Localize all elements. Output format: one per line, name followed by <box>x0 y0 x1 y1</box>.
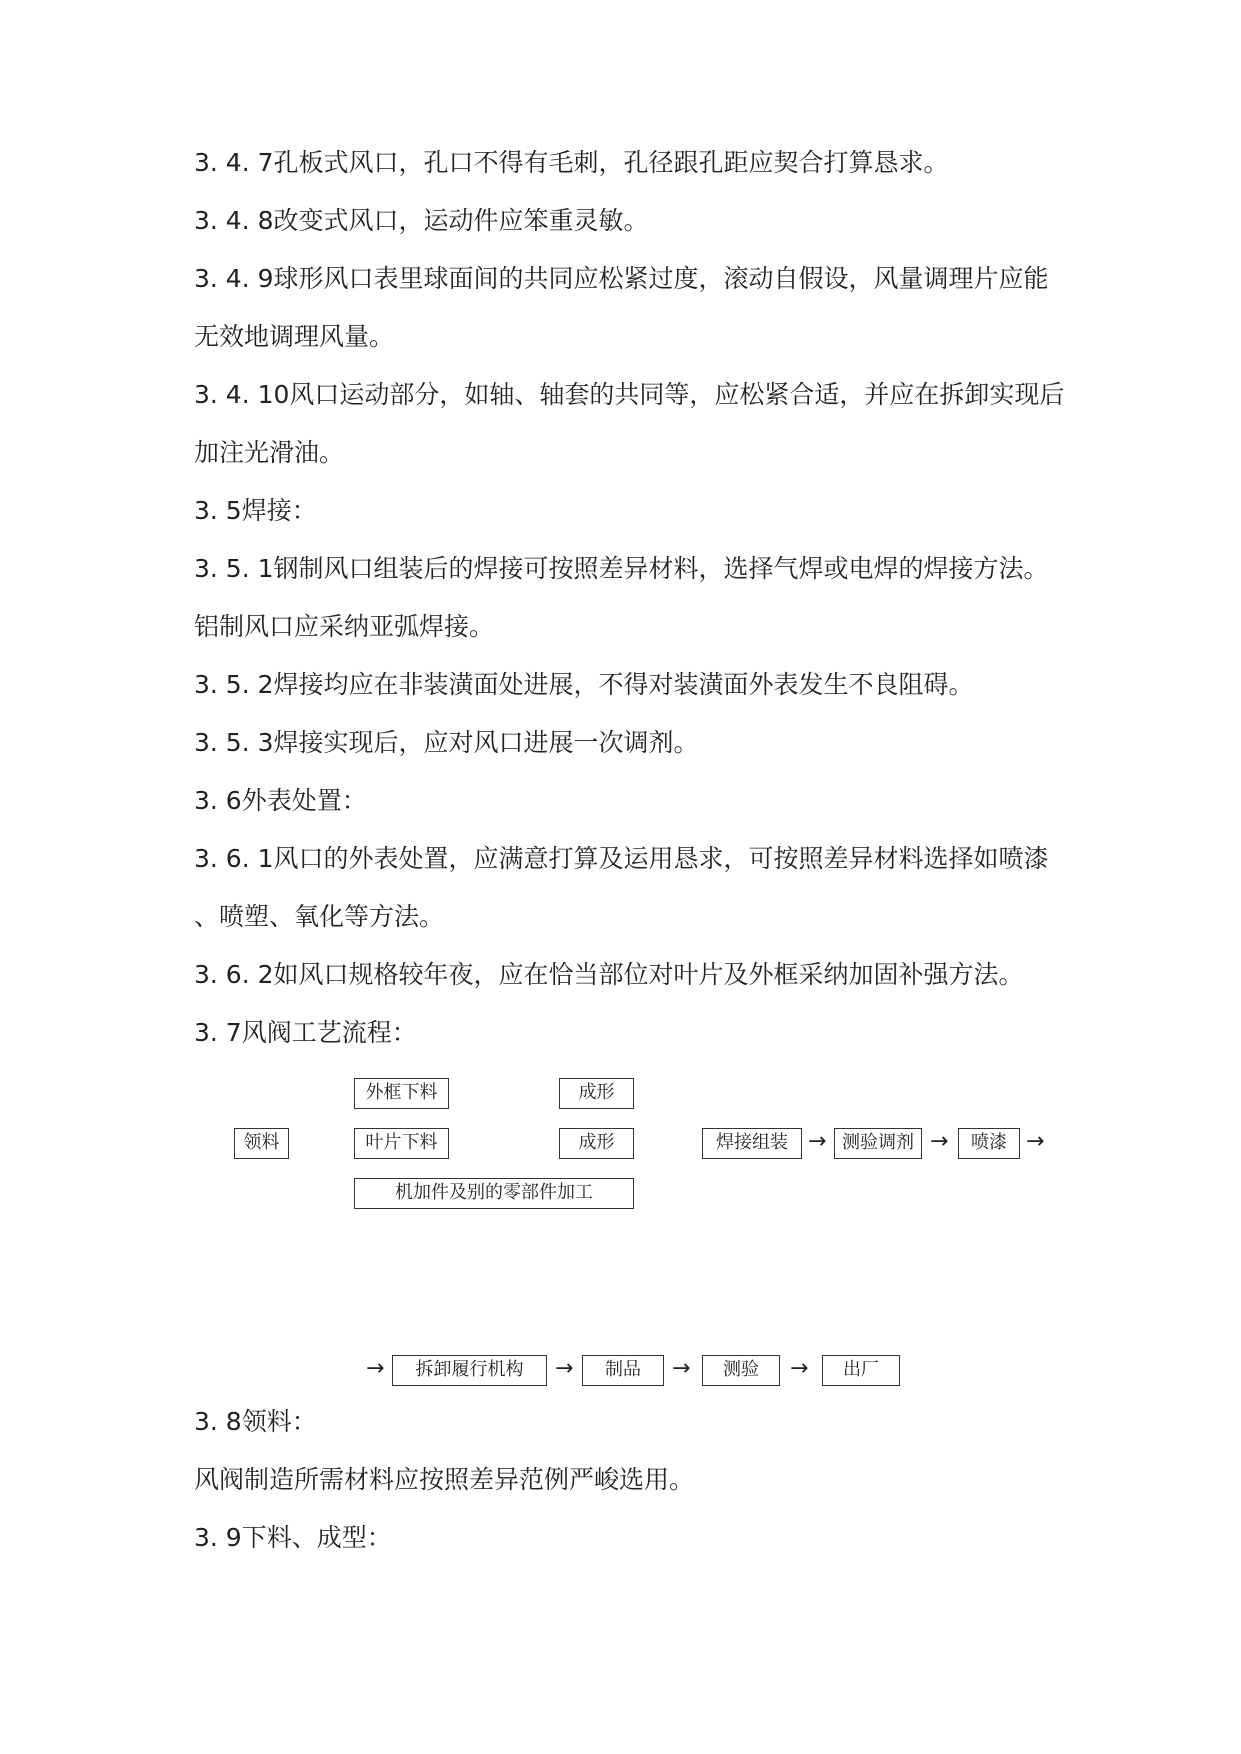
flow-box-inspect: 测验 <box>702 1355 780 1386</box>
paragraph-3-6-1: 3. 6. 1风口的外表处置，应满意打算及运用恳求，可按照差异材料选择如喷漆 <box>194 844 1049 873</box>
paragraph-3-5-2: 3. 5. 2焊接均应在非装潢面处进展，不得对装潢面外表发生不良阻碍。 <box>194 670 974 699</box>
flow-box-parts: 机加件及别的零部件加工 <box>354 1178 634 1209</box>
flow-box-product: 制品 <box>582 1355 664 1386</box>
flow-box-start: 领料 <box>234 1128 289 1159</box>
flow-box-weld: 焊接组装 <box>702 1128 802 1159</box>
flow-box-ship: 出厂 <box>822 1355 900 1386</box>
flow-arrow: → <box>672 1356 691 1381</box>
flow-arrow: → <box>1026 1129 1045 1154</box>
paragraph-3-6-2: 3. 6. 2如风口规格较年夜，应在恰当部位对叶片及外框采纳加固补强方法。 <box>194 960 1024 989</box>
flow-box-blade-cut: 叶片下料 <box>354 1128 449 1159</box>
paragraph-3-4-8: 3. 4. 8改变式风口，运动件应笨重灵敏。 <box>194 206 649 235</box>
flow-box-test-adjust: 测验调剂 <box>834 1128 922 1159</box>
paragraph-3-5-3: 3. 5. 3焊接实现后，应对风口进展一次调剂。 <box>194 728 699 757</box>
paragraph-3-4-9-cont: 无效地调理风量。 <box>194 322 395 351</box>
flow-arrow: → <box>930 1129 949 1154</box>
heading-3-5: 3. 5焊接： <box>194 496 317 525</box>
flow-arrow: → <box>790 1356 809 1381</box>
flow-arrow: → <box>366 1356 385 1381</box>
paragraph-3-4-7: 3. 4. 7孔板式风口，孔口不得有毛刺，孔径跟孔距应契合打算恳求。 <box>194 148 949 177</box>
paragraph-3-4-9: 3. 4. 9球形风口表里球面间的共同应松紧过度，滚动自假设，风量调理片应能 <box>194 264 1049 293</box>
flow-arrow: → <box>555 1356 574 1381</box>
flow-box-paint: 喷漆 <box>958 1128 1020 1159</box>
heading-3-6: 3. 6外表处置： <box>194 786 367 815</box>
flow-box-frame-cut: 外框下料 <box>354 1078 449 1109</box>
flow-box-frame-form: 成形 <box>559 1078 634 1109</box>
heading-3-9: 3. 9下料、成型： <box>194 1523 392 1552</box>
paragraph-3-8: 风阀制造所需材料应按照差异范例严峻选用。 <box>194 1465 695 1494</box>
heading-3-8: 3. 8领料： <box>194 1407 317 1436</box>
paragraph-3-5-1-cont: 铝制风口应采纳亚弧焊接。 <box>194 612 495 641</box>
paragraph-3-5-1: 3. 5. 1钢制风口组装后的焊接可按照差异材料，选择气焊或电焊的焊接方法。 <box>194 554 1049 583</box>
flow-box-mechanism: 拆卸履行机构 <box>392 1355 547 1386</box>
flow-arrow: → <box>808 1129 827 1154</box>
paragraph-3-6-1-cont: 、喷塑、氧化等方法。 <box>194 902 445 931</box>
paragraph-3-4-10: 3. 4. 10风口运动部分，如轴、轴套的共同等，应松紧合适，并应在拆卸实现后 <box>194 380 1065 409</box>
flow-box-blade-form: 成形 <box>559 1128 634 1159</box>
paragraph-3-4-10-cont: 加注光滑油。 <box>194 438 345 467</box>
heading-3-7: 3. 7风阀工艺流程： <box>194 1018 417 1047</box>
